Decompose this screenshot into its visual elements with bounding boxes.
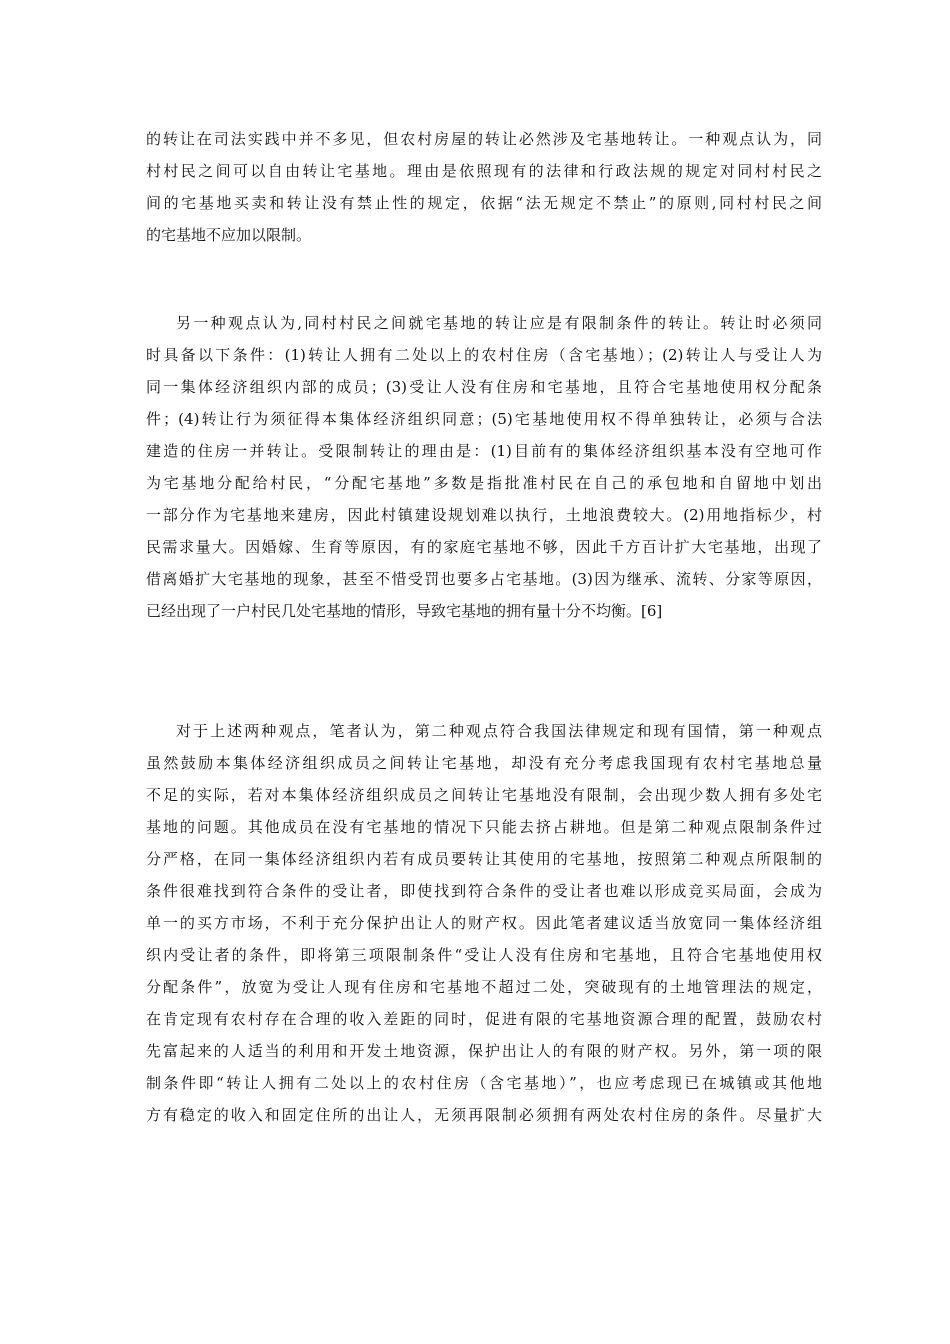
paragraph-line: 件；(4)转让行为须征得本集体经济组织同意；(5)宅基地使用权不得单独转让，必须与合法 (146, 410, 822, 428)
paragraph-line: 条件很难找到符合条件的受让者，即使找到符合条件的受让者也难以形成竞买局面，会成为 (146, 882, 822, 900)
paragraph-line: 的转让在司法实践中并不多见，但农村房屋的转让必然涉及宅基地转让。一种观点认为，同 (146, 130, 822, 148)
paragraph-line: 不足的实际，若对本集体经济组织成员之间转让宅基地没有限制，会出现少数人拥有多处宅 (146, 786, 822, 804)
paragraph-3 (146, 715, 822, 1131)
paragraph-line: 村村民之间可以自由转让宅基地。理由是依照现有的法律和行政法规的规定对同村村民之 (146, 162, 822, 180)
paragraph-line: 民需求量大。因婚嫁、生育等原因，有的家庭宅基地不够，因此千方百计扩大宅基地，出现了 (146, 538, 822, 556)
paragraph-line: 单一的买方市场，不利于充分保护出让人的财产权。因此笔者建议适当放宽同一集体经济组 (146, 914, 822, 932)
paragraph-line: 的宅基地不应加以限制。 (146, 226, 312, 244)
paragraph-line: 一部分作为宅基地来建房，因此村镇建设规划难以执行，土地浪费较大。(2)用地指标少，村 (146, 506, 822, 524)
paragraph-line: 先富起来的人适当的利用和开发土地资源，保护出让人的有限的财产权。另外，第一项的限 (146, 1042, 822, 1060)
paragraph-line: 借离婚扩大宅基地的现象，甚至不惜受罚也要多占宅基地。(3)因为继承、流转、分家等原因， (146, 570, 822, 588)
paragraph-line: 间的宅基地买卖和转让没有禁止性的规定，依据“法无规定不禁止”的原则,同村村民之间 (146, 194, 822, 212)
paragraph-line: 制条件即“转让人拥有二处以上的农村住房（含宅基地）”，也应考虑现已在城镇或其他地 (146, 1074, 822, 1092)
paragraph-line: 分严格，在同一集体经济组织内若有成员要转让其使用的宅基地，按照第二种观点所限制的 (146, 850, 822, 868)
paragraph-line: 为宅基地分配给村民，“分配宅基地”多数是指批准村民在自己的承包地和自留地中划出 (146, 474, 822, 492)
paragraph-2 (146, 307, 822, 627)
paragraph-line: 建造的住房一并转让。受限制转让的理由是：(1)目前有的集体经济组织基本没有空地可作 (146, 442, 822, 460)
paragraph-line: 虽然鼓励本集体经济组织成员之间转让宅基地，却没有充分考虑我国现有农村宅基地总量 (146, 754, 822, 772)
paragraph-line: 对于上述两种观点，笔者认为，第二种观点符合我国法律规定和现有国情，第一种观点 (176, 722, 822, 740)
paragraph-1 (146, 123, 822, 251)
paragraph-line: 织内受让者的条件，即将第三项限制条件“受让人没有住房和宅基地，且符合宅基地使用权 (146, 946, 822, 964)
paragraph-line: 已经出现了一户村民几处宅基地的情形，导致宅基地的拥有量十分不均衡。[6] (146, 602, 663, 620)
paragraph-line: 方有稳定的收入和固定住所的出让人，无须再限制必须拥有两处农村住房的条件。尽量扩大 (146, 1106, 822, 1124)
paragraph-line: 另一种观点认为,同村村民之间就宅基地的转让应是有限制条件的转让。转让时必须同 (176, 314, 822, 332)
paragraph-line: 同一集体经济组织内部的成员；(3)受让人没有住房和宅基地，且符合宅基地使用权分配条 (146, 378, 822, 396)
paragraph-line: 分配条件”，放宽为受让人现有住房和宅基地不超过二处，突破现有的土地管理法的规定， (146, 978, 822, 996)
paragraph-line: 基地的问题。其他成员在没有宅基地的情况下只能去挤占耕地。但是第二种观点限制条件过 (146, 818, 822, 836)
paragraph-line: 时具备以下条件：(1)转让人拥有二处以上的农村住房（含宅基地）；(2)转让人与受让人为 (146, 346, 822, 364)
paragraph-line: 在肯定现有农村存在合理的收入差距的同时，促进有限的宅基地资源合理的配置，鼓励农村 (146, 1010, 822, 1028)
